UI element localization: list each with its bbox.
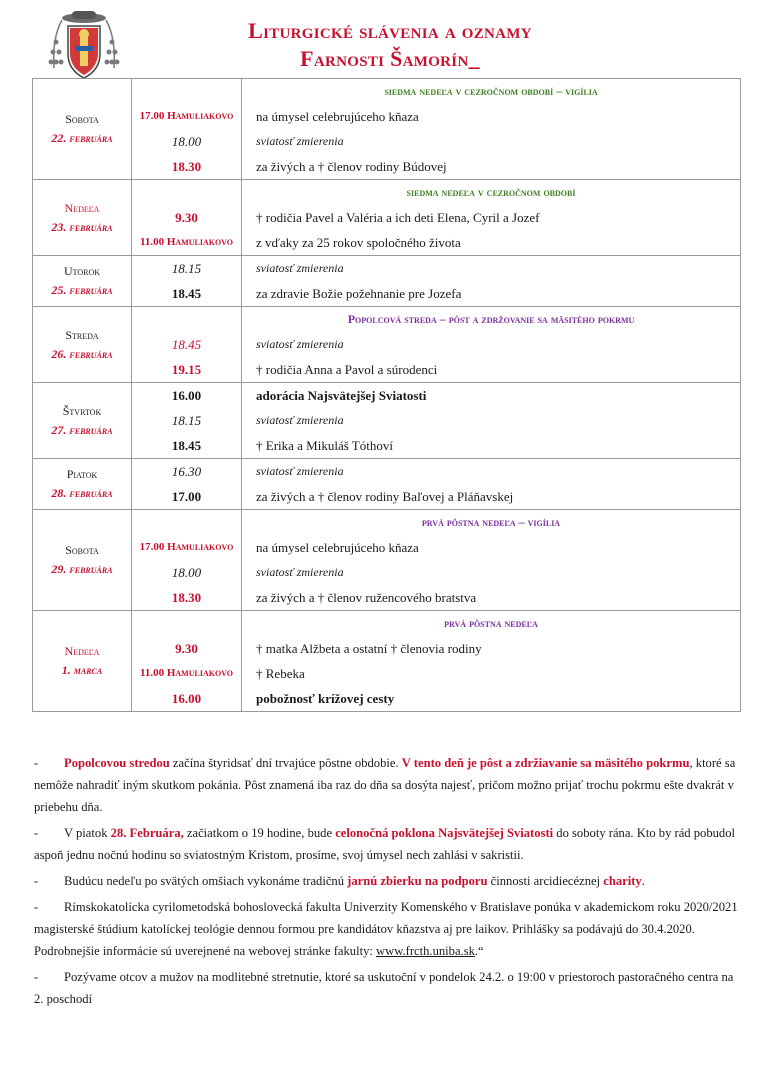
- time-spacer: [132, 79, 241, 104]
- day-date: 22. februára: [51, 131, 113, 145]
- mass-intention: † matka Alžbeta a ostatní † členovia rodiny: [256, 641, 482, 656]
- note-text: charity: [603, 874, 642, 888]
- page-title: Liturgické slávenia a oznamy: [248, 18, 532, 43]
- day-date: 27. februára: [51, 422, 113, 437]
- note-text: V tento deň je pôst a zdržiavanie sa mäsitého pokrmu: [401, 756, 690, 770]
- note-text: V piatok: [64, 826, 111, 840]
- time-spacer: [132, 307, 241, 332]
- note-text: .“: [474, 944, 484, 958]
- schedule-table: [32, 78, 741, 712]
- bullet-dash: -: [34, 874, 39, 888]
- intention-cell: [242, 79, 741, 180]
- page-subtitle: Farnosti Šamorín_: [300, 46, 480, 71]
- mass-intention: sviatosť zmierenia: [256, 413, 344, 427]
- day-name: Streda: [65, 327, 99, 342]
- liturgical-heading: siedma nedeľa v cezročnom období – vigília: [384, 84, 598, 98]
- day-cell: [33, 459, 132, 510]
- day-cell: [33, 307, 132, 383]
- faculty-link[interactable]: www.frcth.uniba.sk: [376, 944, 475, 958]
- day-cell: [33, 256, 132, 307]
- intention-cell: [242, 256, 741, 307]
- time-cell: [132, 611, 242, 712]
- announcement-item: [34, 966, 738, 1010]
- note-text: začína štyridsať dní trvajúce pôstne obdobie.: [169, 756, 402, 770]
- mass-time: 16.30: [171, 464, 202, 479]
- day-cell: [33, 611, 132, 712]
- day-name: Sobota: [65, 543, 99, 557]
- mass-time: 18.30: [171, 590, 202, 605]
- day-date: 29. februára: [51, 562, 113, 576]
- bullet-dash: -: [34, 756, 39, 770]
- note-text: Budúcu nedeľu po svätých omšiach vykonáme tradičnú: [64, 874, 348, 888]
- mass-time: 18.15: [171, 261, 202, 276]
- day-date: 28. februára: [51, 486, 113, 500]
- liturgical-heading: siedma nedeľa v cezročnom období: [406, 185, 576, 199]
- liturgical-heading: prvá pôstna nedeľa – vigília: [421, 515, 561, 529]
- day-date: 25. februára: [51, 283, 113, 297]
- day-cell: [33, 383, 132, 459]
- mass-intention: za živých a † členov ružencového bratstva: [256, 590, 477, 605]
- note-text: Popolcovou stredou: [64, 756, 170, 770]
- day-date: 1. marca: [61, 663, 103, 677]
- liturgical-heading: prvá pôstna nedeľa: [444, 616, 538, 630]
- note-text: , ktoré sa nemôže nahradiť iným skutkom pokánia. Pôst znamená iba raz do dňa sa dosýta najesť, pričom možno prijať trochu pokrmu ešte dvakrát v priebehu dňa.: [34, 756, 736, 814]
- mass-intention: pobožnosť krížovej cesty: [256, 691, 395, 706]
- mass-intention: † Rebeka: [256, 666, 305, 681]
- time-cell: [132, 79, 242, 180]
- note-text: činnosti arcidiecéznej: [487, 874, 604, 888]
- day-name: Nedeľa: [64, 200, 100, 215]
- intention-cell: [242, 510, 741, 611]
- mass-time: 17.00 Hamuliakovo: [139, 110, 234, 122]
- mass-time: 9.30: [175, 210, 198, 225]
- bullet-dash: -: [34, 826, 39, 840]
- time-cell: [132, 459, 242, 510]
- mass-intention: za zdravie Božie požehnanie pre Jozefa: [256, 286, 462, 301]
- bullet-dash: -: [34, 900, 39, 914]
- announcement-item: [34, 752, 738, 818]
- mass-time: 18.15: [171, 413, 202, 428]
- mass-intention: na úmysel celebrujúceho kňaza: [256, 540, 419, 555]
- mass-intention: sviatosť zmierenia: [256, 261, 344, 275]
- mass-intention: z vďaky za 25 rokov spoločného života: [256, 235, 461, 250]
- intention-cell: [242, 611, 741, 712]
- mass-time: 11.00 Hamuliakovo: [139, 667, 234, 679]
- mass-time: 19.15: [171, 362, 202, 377]
- mass-time: 18.00: [171, 565, 202, 580]
- day-date: 23. februára: [51, 219, 113, 234]
- mass-time: 16.00: [171, 388, 202, 403]
- announcements: [34, 752, 738, 1014]
- mass-intention: sviatosť zmierenia: [256, 337, 344, 351]
- note-text: jarnú zbierku na podporu: [347, 874, 488, 888]
- mass-intention: sviatosť zmierenia: [256, 134, 344, 148]
- day-cell: [33, 510, 132, 611]
- mass-time: 9.30: [175, 641, 198, 656]
- mass-time: 11.00 Hamuliakovo: [139, 236, 234, 248]
- mass-time: 17.00 Hamuliakovo: [139, 541, 234, 553]
- day-name: Štvrtok: [62, 403, 102, 418]
- mass-intention: † rodičia Pavel a Valéria a ich deti Elena, Cyril a Jozef: [256, 210, 540, 225]
- intention-cell: [242, 459, 741, 510]
- time-cell: [132, 180, 242, 256]
- mass-intention: sviatosť zmierenia: [256, 565, 344, 579]
- note-text: .: [641, 874, 645, 888]
- schedule-row: [33, 611, 741, 712]
- day-name: Utorok: [63, 264, 101, 278]
- mass-intention: adorácia Najsvätejšej Sviatosti: [256, 388, 427, 403]
- announcement-item: [34, 870, 738, 892]
- day-name: Sobota: [65, 112, 99, 126]
- mass-intention: za živých a † členov rodiny Baľovej a Pláňavskej: [256, 489, 514, 504]
- mass-intention: † rodičia Anna a Pavol a súrodenci: [256, 362, 438, 377]
- mass-time: 17.00: [171, 489, 202, 504]
- schedule-row: [33, 180, 741, 256]
- bullet-dash: -: [34, 970, 39, 984]
- schedule-row: [33, 307, 741, 383]
- mass-intention: † Erika a Mikuláš Tóthoví: [256, 438, 393, 453]
- day-name: Nedeľa: [64, 644, 100, 658]
- mass-intention: sviatosť zmierenia: [256, 464, 344, 478]
- announcement-item: [34, 822, 738, 866]
- note-text: celonočná poklona Najsvätejšej Sviatosti: [335, 826, 554, 840]
- coat-of-arms-icon: [44, 8, 124, 84]
- note-text: Rímskokatolícka cyrilometodská bohoslovecká fakulta Univerzity Komenského v Bratislave ponúka v akademickom roku 2020/2021 magisterské štúdium katolíckej teológie dennou formou pre kandidátov kňazstva aj pre laikov. Prihlášky sa podávajú do 30.4.2020. Podrobnejšie informácie sú uverejnené na webovej stránke fakulty:: [34, 900, 738, 958]
- mass-intention: za živých a † členov rodiny Búdovej: [256, 159, 447, 174]
- note-text: 28. Februára,: [110, 826, 184, 840]
- time-cell: [132, 256, 242, 307]
- note-text: do soboty rána. Kto by rád pobudol aspoň jednu nočnú hodinu so sviatostným Kristom, prosíme, svoj úmysel nech zahlási v sakristii.: [34, 826, 736, 862]
- day-name: Piatok: [66, 467, 98, 481]
- schedule-row: [33, 256, 741, 307]
- mass-time: 18.30: [171, 159, 202, 174]
- note-text: začiatkom o 19 hodine, bude: [183, 826, 336, 840]
- time-spacer: [132, 180, 241, 205]
- mass-time: 18.45: [171, 286, 202, 301]
- intention-cell: [242, 307, 741, 383]
- schedule-row: [33, 383, 741, 459]
- mass-time: 18.45: [171, 438, 202, 453]
- day-cell: [33, 79, 132, 180]
- time-spacer: [132, 611, 241, 636]
- intention-cell: [242, 383, 741, 459]
- day-date: 26. februára: [51, 346, 113, 361]
- schedule-row: [33, 510, 741, 611]
- liturgical-heading: Popolcová streda – pôst a zdržovanie sa mäsitého pokrmu: [347, 312, 635, 326]
- schedule-row: [33, 79, 741, 180]
- announcement-item: [34, 896, 738, 962]
- day-cell: [33, 180, 132, 256]
- mass-time: 18.00: [171, 134, 202, 149]
- schedule-row: [33, 459, 741, 510]
- intention-cell: [242, 180, 741, 256]
- note-text: Pozývame otcov a mužov na modlitebné stretnutie, ktoré sa uskutoční v pondelok 24.2. o 19:00 v priestoroch pastoračného centra na 2. poschodí: [34, 970, 734, 1006]
- time-cell: [132, 307, 242, 383]
- time-cell: [132, 510, 242, 611]
- mass-intention: na úmysel celebrujúceho kňaza: [256, 109, 419, 124]
- time-spacer: [132, 510, 241, 535]
- mass-time: 18.45: [171, 337, 202, 352]
- time-cell: [132, 383, 242, 459]
- mass-time: 16.00: [171, 691, 202, 706]
